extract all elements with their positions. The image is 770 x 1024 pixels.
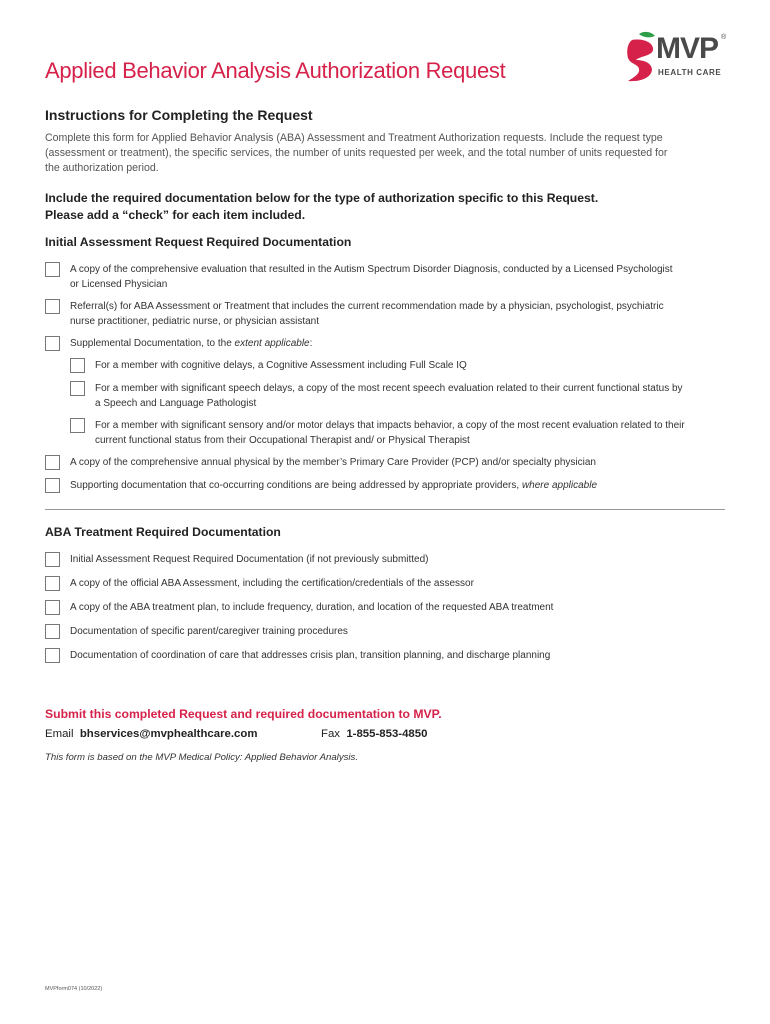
- email-label: Email: [45, 728, 74, 740]
- checklist-item-suffix: :: [309, 338, 313, 349]
- instructions-body: Complete this form for Applied Behavior Analysis (ABA) Assessment and Treatment Authorization requests. Include the request type (assessment or treatment), the specific services, the number of units requested per week, and the total number of units requested for the authorization period.: [45, 132, 668, 174]
- checkbox[interactable]: [45, 478, 60, 493]
- email-contact: [45, 728, 257, 740]
- page-title: Applied Behavior Analysis Authorization Request: [45, 58, 506, 83]
- checkbox[interactable]: [45, 455, 60, 470]
- checklist-item-text: Supplemental Documentation, to the: [70, 338, 235, 349]
- checklist-item-text: Supporting documentation that co-occurring conditions are being addressed by appropriate providers,: [70, 480, 522, 491]
- checklist-item-text: Referral(s) for ABA Assessment or Treatment that includes the current recommendation made by a physician, psychologist, psychiatric nurse practitioner, pediatric nurse, or physician assistant: [70, 301, 664, 327]
- logo-subtitle: HEALTH CARE: [658, 68, 722, 77]
- checklist-item-emphasis: where applicable: [521, 480, 598, 491]
- mvp-logo: [622, 30, 734, 84]
- email-link[interactable]: bhservices@mvphealthcare.com: [79, 728, 258, 740]
- checklist-item-text: Documentation of coordination of care that addresses crisis plan, transition planning, and discharge planning: [70, 650, 551, 661]
- checkbox[interactable]: [45, 552, 60, 567]
- checkbox[interactable]: [70, 358, 85, 373]
- fax-label: Fax: [321, 728, 340, 740]
- logo-wordmark: MVP: [656, 32, 719, 65]
- checkbox[interactable]: [45, 336, 60, 351]
- required-note-line1: Include the required documentation below for the type of authorization specific to this Request.: [45, 191, 599, 205]
- instructions-heading: Instructions for Completing the Request: [45, 107, 313, 123]
- checklist-item-text: A copy of the ABA treatment plan, to include frequency, duration, and location of the requested ABA treatment: [70, 602, 554, 613]
- checkbox[interactable]: [45, 299, 60, 314]
- section-divider: [45, 509, 725, 510]
- checkbox[interactable]: [45, 576, 60, 591]
- checklist-item-emphasis: extent applicable: [234, 338, 310, 349]
- required-documentation-note: [45, 190, 685, 224]
- logo-registered-mark: ®: [721, 34, 727, 41]
- submission-heading: Submit this completed Request and required documentation to MVP.: [45, 707, 442, 721]
- checkbox[interactable]: [45, 600, 60, 615]
- checkbox[interactable]: [70, 418, 85, 433]
- checklist-item-text: A copy of the comprehensive evaluation that resulted in the Autism Spectrum Disorder Diagnosis, conducted by a Licensed Psychologist or Licensed Physician: [70, 264, 673, 290]
- treatment-heading: ABA Treatment Required Documentation: [45, 525, 281, 539]
- checkbox[interactable]: [45, 262, 60, 277]
- checkbox[interactable]: [45, 648, 60, 663]
- checklist-item-text: For a member with significant sensory and/or motor delays that impacts behavior, a copy of the most recent evaluation related to their current functional status from their Occupational Therapist and/ or Physical Therapist: [95, 420, 685, 446]
- checkbox[interactable]: [45, 624, 60, 639]
- checkbox[interactable]: [70, 381, 85, 396]
- initial-assessment-heading: Initial Assessment Request Required Documentation: [45, 235, 352, 249]
- checklist-item-text-wrap: [70, 336, 680, 351]
- checklist-item-text: A copy of the official ABA Assessment, including the certification/credentials of the assessor: [70, 578, 474, 589]
- form-number: MVPform074 (10/2022): [45, 986, 103, 992]
- apple-logo-icon: [622, 30, 658, 84]
- fax-contact: [321, 728, 427, 740]
- checklist-item-text: For a member with significant speech delays, a copy of the most recent speech evaluation related to their current functional status by a Speech and Language Pathologist: [95, 383, 683, 409]
- policy-note: This form is based on the MVP Medical Policy: Applied Behavior Analysis.: [45, 752, 359, 763]
- checklist-item-text-wrap: [70, 478, 680, 493]
- checklist-item-text: A copy of the comprehensive annual physical by the member’s Primary Care Provider (PCP) and/or specialty physician: [70, 457, 596, 468]
- checklist-item-text: Documentation of specific parent/caregiver training procedures: [70, 626, 348, 637]
- fax-number: 1-855-853-4850: [346, 728, 428, 740]
- checklist-item-text: For a member with cognitive delays, a Cognitive Assessment including Full Scale IQ: [95, 360, 467, 371]
- checklist-item-text: Initial Assessment Request Required Documentation (if not previously submitted): [70, 554, 429, 565]
- required-note-line2: Please add a “check” for each item included.: [45, 208, 306, 222]
